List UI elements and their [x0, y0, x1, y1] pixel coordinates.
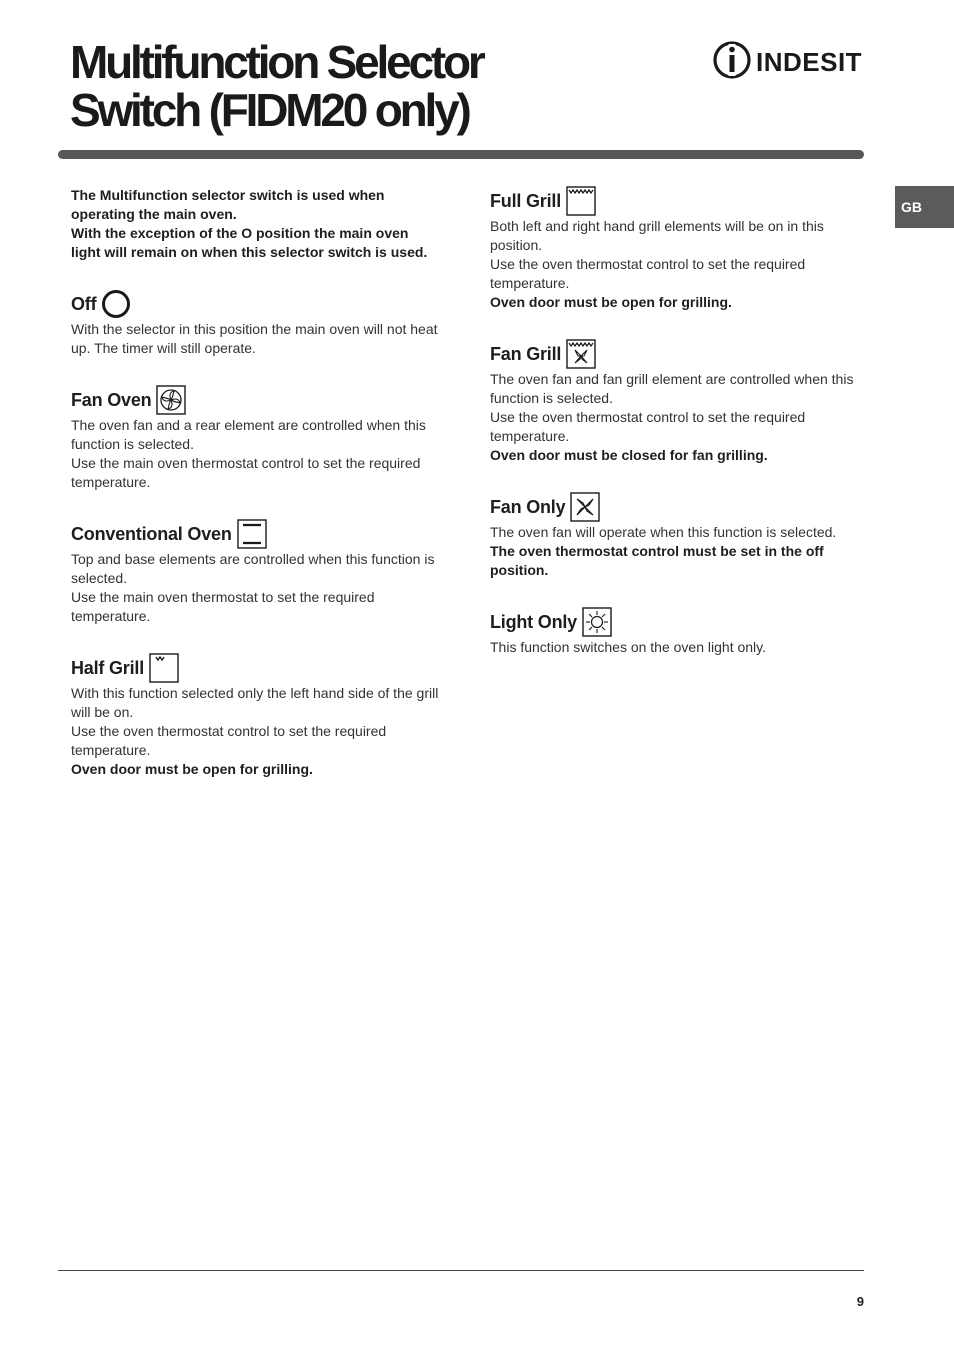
half-grill-icon: [149, 653, 179, 683]
section-text: Use the main oven thermostat control to set the required temperature.: [71, 455, 421, 490]
section-text: Use the main oven thermostat to set the required temperature.: [71, 589, 375, 624]
off-circle-icon: [101, 289, 131, 319]
section-heading: [490, 339, 864, 369]
section-fan-only: [490, 492, 864, 580]
section-heading: [71, 519, 441, 549]
footer-rule: [58, 1270, 864, 1271]
section-title: Light Only: [490, 612, 577, 632]
section-text: Use the oven thermostat control to set the required temperature.: [490, 409, 806, 444]
section-warning: Oven door must be open for grilling.: [490, 294, 732, 310]
header-rule: [58, 150, 864, 159]
section-heading: [71, 289, 441, 319]
language-tab: GB: [895, 186, 954, 228]
section-title: Full Grill: [490, 191, 562, 211]
section-warning: The oven thermostat control must be set in the off position.: [490, 543, 824, 578]
section-title: Fan Oven: [71, 390, 152, 410]
right-column: [490, 186, 864, 657]
section-heading: [490, 186, 864, 216]
full-grill-icon: [566, 186, 596, 216]
section-title: Fan Only: [490, 497, 566, 517]
section-title: Half Grill: [71, 658, 145, 678]
section-heading: [71, 653, 441, 683]
section-heading: [71, 385, 441, 415]
section-text: The oven fan and a rear element are controlled when this function is selected.: [71, 417, 426, 452]
section-fan-oven: [71, 385, 441, 492]
section-fan-grill: [490, 339, 864, 465]
fan-oven-icon: [156, 385, 186, 415]
section-conventional-oven: [71, 519, 441, 626]
section-title: Off: [71, 294, 97, 314]
page-title-line-2: Switch (FIDM20 only): [70, 84, 469, 136]
section-full-grill: [490, 186, 864, 312]
section-title: Conventional Oven: [71, 524, 232, 544]
fan-grill-icon: [566, 339, 596, 369]
intro-line-2: With the exception of the O position the main oven light will remain on when this selector switch is used.: [71, 225, 428, 260]
section-text: Use the oven thermostat control to set the required temperature.: [71, 723, 387, 758]
indesit-logo: [712, 38, 864, 82]
section-warning: Oven door must be open for grilling.: [71, 761, 313, 777]
section-heading: [490, 607, 864, 637]
left-column: [71, 186, 441, 779]
section-title: Fan Grill: [490, 344, 562, 364]
section-text: Top and base elements are controlled when this function is selected.: [71, 551, 435, 586]
section-half-grill: [71, 653, 441, 779]
section-heading: [490, 492, 864, 522]
brand-text: INDESIT: [756, 47, 863, 77]
section-text: The oven fan and fan grill element are controlled when this function is selected.: [490, 371, 854, 406]
section-text: Both left and right hand grill elements will be on in this position.: [490, 218, 824, 253]
section-text: Use the oven thermostat control to set the required temperature.: [490, 256, 806, 291]
section-text: With this function selected only the left hand side of the grill will be on.: [71, 685, 439, 720]
intro-line-1: The Multifunction selector switch is used when operating the main oven.: [71, 187, 385, 222]
section-light-only: [490, 607, 864, 657]
section-text: With the selector in this position the main oven will not heat up. The timer will still operate.: [71, 321, 438, 356]
section-text: This function switches on the oven light only.: [490, 639, 767, 655]
light-only-icon: [582, 607, 612, 637]
page-number: 9: [856, 1294, 864, 1309]
intro: [71, 186, 441, 262]
page-title: [70, 38, 483, 134]
conventional-oven-icon: [237, 519, 267, 549]
section-text: The oven fan will operate when this function is selected.: [490, 524, 837, 540]
fan-only-icon: [570, 492, 600, 522]
page-title-line-1: Multifunction Selector: [70, 36, 483, 88]
section-off: [71, 289, 441, 358]
section-warning: Oven door must be closed for fan grilling.: [490, 447, 768, 463]
